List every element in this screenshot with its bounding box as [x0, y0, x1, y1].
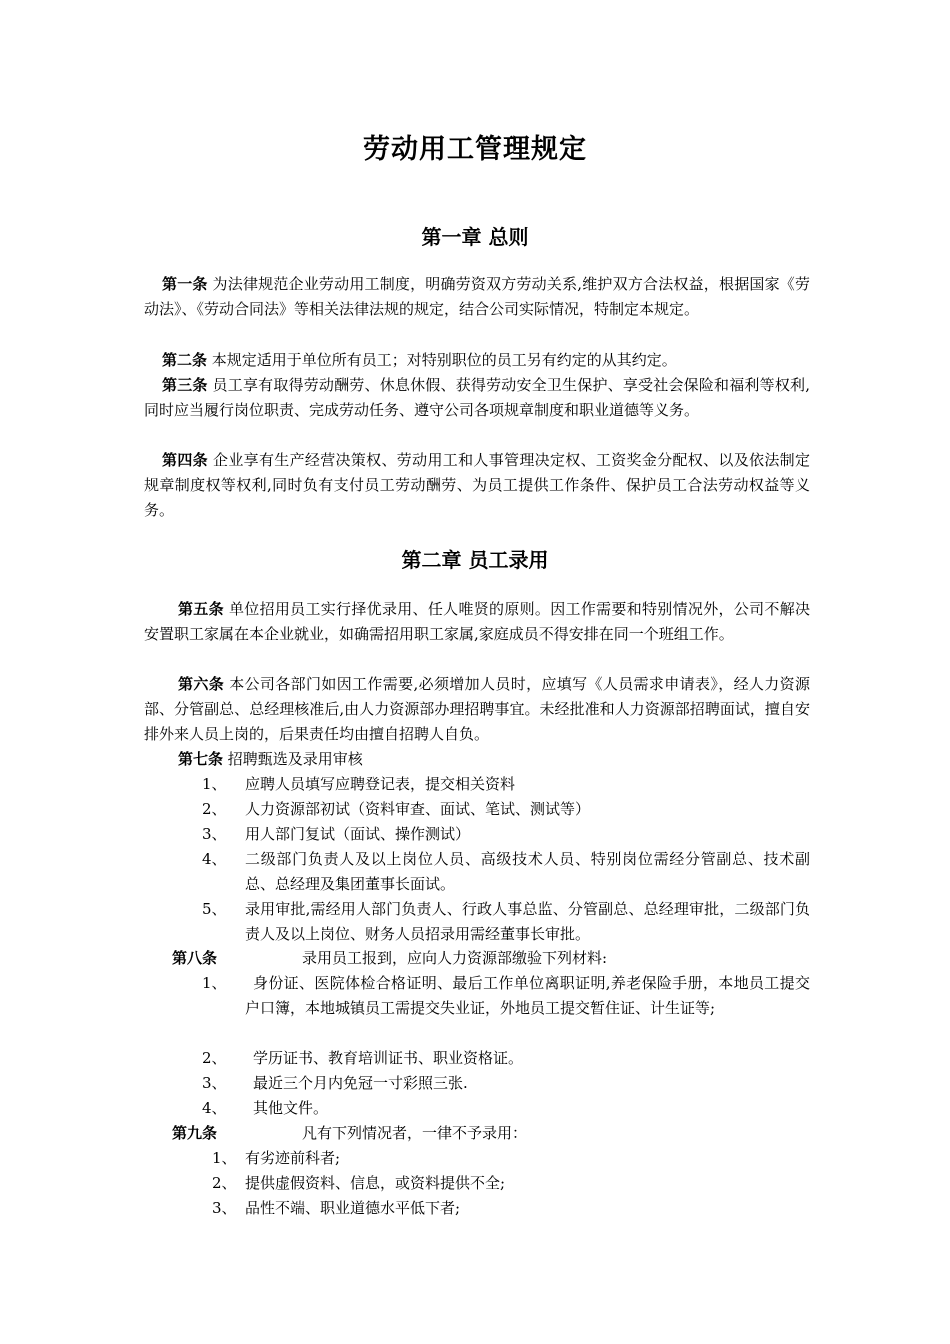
article-label: 第五条 [178, 600, 224, 618]
list-text: 应聘人员填写应聘登记表，提交相关资料 [245, 775, 516, 793]
article-label: 第七条 [178, 750, 224, 768]
list-number: 2、 [202, 800, 227, 818]
article-text: 为法律规范企业劳动用工制度，明确劳资双方劳动关系,维护双方合法权益，根据国家《劳动法》、《劳动合同法》等相关法律法规的规定，结合公司实际情况，特制定本规定。 [144, 275, 810, 319]
article-heading-line [172, 1121, 217, 1146]
article-heading-line [178, 747, 363, 772]
document-title: 劳动用工管理规定 [363, 134, 587, 165]
list-number: 5、 [202, 900, 227, 918]
list-text: 最近三个月内免冠一寸彩照三张. [253, 1074, 468, 1092]
article-label: 第二条 [162, 351, 208, 369]
list-number: 4、 [202, 850, 227, 868]
article-label: 第六条 [178, 675, 225, 693]
chapter-heading: 第一章 总则 [421, 225, 529, 249]
list-number: 2、 [212, 1174, 237, 1192]
list-text: 学历证书、教育培训证书、职业资格证。 [253, 1049, 524, 1067]
chapter-heading: 第二章 员工录用 [401, 548, 549, 572]
article-text: 录用员工报到，应向人力资源部缴验下列材料: [302, 949, 608, 967]
article-label: 第八条 [172, 949, 218, 967]
article-paragraph [144, 672, 810, 748]
list-number: 3、 [202, 825, 227, 843]
list-number: 1、 [202, 974, 227, 992]
list-number: 3、 [212, 1199, 237, 1217]
list-number: 4、 [202, 1099, 227, 1117]
list-text: 其他文件。 [253, 1099, 329, 1117]
article-label: 第一条 [162, 275, 208, 293]
article-text: 本规定适用于单位所有员工；对特别职位的员工另有约定的从其约定。 [207, 351, 677, 369]
article-paragraph [144, 448, 810, 524]
article-paragraph [144, 597, 810, 647]
article-paragraph [144, 373, 810, 423]
article-text: 本公司各部门如因工作需要,必须增加人员时，应填写《人员需求申请表》，经人力资源部、分管副总、总经理核准后,由人力资源部办理招聘事宜。未经批准和人力资源部招聘面试，擅自安排外来人员上岗的，后果责任均由擅自招聘人自负。 [144, 675, 810, 744]
article-paragraph [144, 348, 810, 373]
list-number: 1、 [202, 775, 227, 793]
list-number: 2、 [202, 1049, 227, 1067]
article-label: 第四条 [162, 451, 208, 469]
list-number: 1、 [212, 1149, 237, 1167]
list-text: 人力资源部初试（资料审查、面试、笔试、测试等） [245, 800, 591, 818]
article-heading-line [172, 946, 217, 971]
article-text: 凡有下列情况者，一律不予录用： [302, 1124, 528, 1142]
list-text: 提供虚假资料、信息，或资料提供不全; [245, 1174, 506, 1192]
list-text: 有劣迹前科者; [245, 1149, 341, 1167]
article-label: 第九条 [172, 1124, 218, 1142]
article-text: 员工享有取得劳动酬劳、休息休假、获得劳动安全卫生保护、享受社会保险和福利等权利,同时应当履行岗位职责、完成劳动任务、遵守公司各项规章制度和职业道德等义务。 [144, 376, 810, 420]
list-text: 用人部门复试（面试、操作测试） [245, 825, 471, 843]
article-label: 第三条 [162, 376, 208, 394]
article-text: 单位招用员工实行择优录用、任人唯贤的原则。因工作需要和特别情况外，公司不解决安置职工家属在本企业就业，如确需招用职工家属,家庭成员不得安排在同一个班组工作。 [144, 600, 810, 644]
list-text: 二级部门负责人及以上岗位人员、高级技术人员、特别岗位需经分管副总、技术副总、总经理及集团董事长面试。 [245, 850, 810, 894]
article-text: 招聘甄选及录用审核 [223, 750, 363, 768]
list-number: 3、 [202, 1074, 227, 1092]
article-text: 企业享有生产经营决策权、劳动用工和人事管理决定权、工资奖金分配权、以及依法制定规章制度权等权利,同时负有支付员工劳动酬劳、为员工提供工作条件、保护员工合法劳动权益等义务。 [144, 451, 810, 520]
list-text: 录用审批,需经用人部门负责人、行政人事总监、分管副总、总经理审批，二级部门负责人及以上岗位、财务人员招录用需经董事长审批。 [245, 900, 810, 944]
list-text: 品性不端、职业道德水平低下者; [245, 1199, 461, 1217]
article-paragraph [144, 272, 810, 322]
list-text: 身份证、医院体检合格证明、最后工作单位离职证明,养老保险手册，本地员工提交户口簿，本地城镇员工需提交失业证，外地员工提交暂住证、计生证等; [245, 974, 810, 1018]
